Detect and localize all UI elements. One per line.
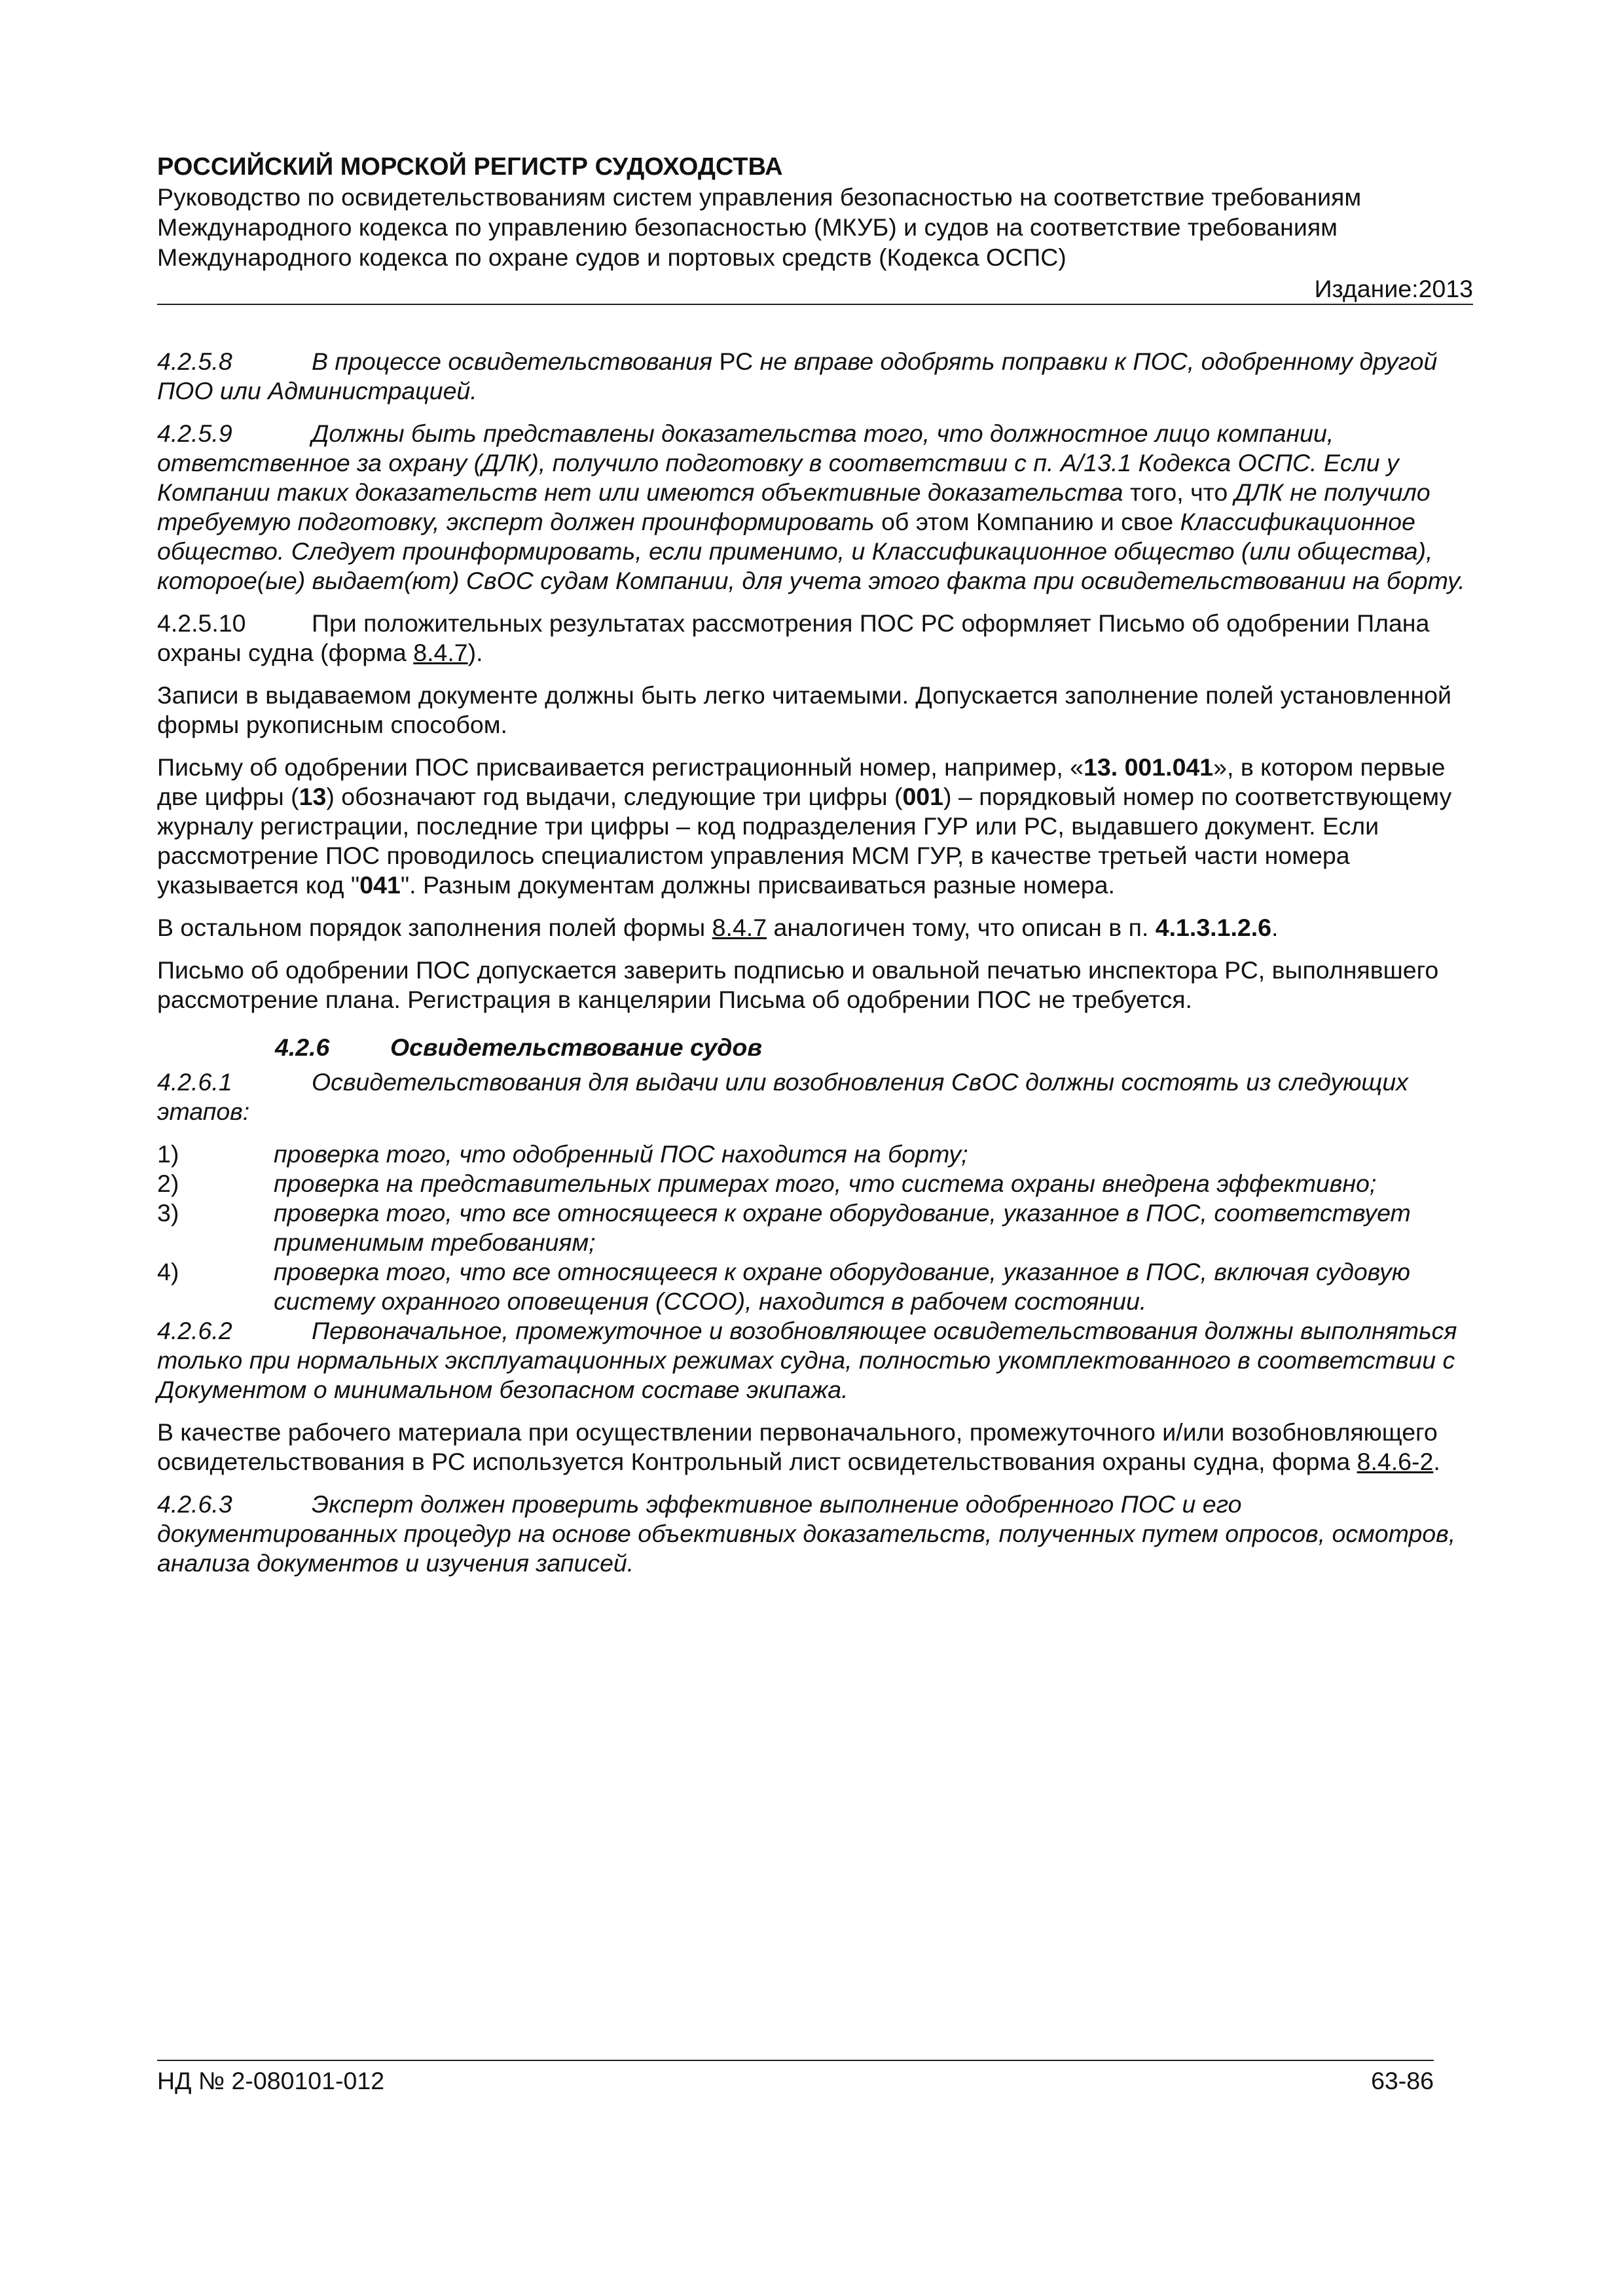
form-link[interactable]: 8.4.7: [413, 639, 468, 666]
paragraph-text: Освидетельствования для выдачи или возобновления СвОС должны состоять из следующих этапов:: [157, 1068, 1408, 1125]
bold-text: 041: [359, 871, 401, 899]
list-item: [157, 1198, 1473, 1257]
paragraph-number: 4.2.6.3: [157, 1490, 232, 1518]
form-link[interactable]: 8.4.6-2: [1357, 1448, 1434, 1475]
document-page: [157, 0, 1473, 2296]
paragraph-4-2-5-8: [157, 347, 1473, 406]
page-content: [157, 347, 1473, 1591]
paragraph-signature: Письмо об одобрении ПОС допускается заверить подписью и овальной печатью инспектора РС, выполнявшего рассмотрение плана. Регистрация в канцелярии Письма об одобрении ПОС не требуется.: [157, 956, 1439, 1013]
form-link[interactable]: 8.4.7: [712, 914, 767, 941]
paragraph-text: Должны быть представлены доказательства того, что должностное лицо компании, ответственное за охрану (ДЛК), получило подготовку в соответствии с п. А/13.1 Кодекса ОСПС. Если у Компании таких доказательств нет или имеются объективные доказательства: [157, 420, 1399, 506]
paragraph-number: 4.2.6.1: [157, 1068, 232, 1096]
paragraph-registration-number: [157, 753, 1473, 900]
section-title: Освидетельствование судов: [390, 1033, 762, 1061]
paragraph-text: не вправе одобрять поправки к ПОС, одобренному другой ПОО или Администрацией.: [157, 348, 1438, 404]
paragraph-text: », в котором первые две цифры (: [157, 753, 1446, 810]
paragraph-4-2-5-10: [157, 609, 1473, 668]
list-item-number: 2): [157, 1170, 179, 1197]
document-number: НД № 2-080101-012: [157, 2067, 385, 2094]
paragraph-4-2-6-1: [157, 1067, 1473, 1126]
paragraph-form-filling: [157, 913, 1473, 942]
paragraph-text: ) – порядковый номер по соответствующему журналу регистрации, последние три цифры – код подразделения ГУР или РС, выдавшего документ. Если рассмотрение ПОС проводилось специалистом управления МСМ ГУР, в качестве третьей части номера указывается код ": [157, 783, 1452, 899]
bold-text: 13. 001.041: [1084, 753, 1214, 781]
paragraph-text: Первоначальное, промежуточное и возобновляющее освидетельствования должны выполняться только при нормальных эксплуатационных режимах судна, полностью укомплектованного в соответствии с Документом о минимальном безопасном составе экипажа.: [157, 1317, 1457, 1403]
paragraph-text: .: [1433, 1448, 1440, 1475]
section-number: 4.2.6: [275, 1033, 330, 1061]
paragraph-text: РС: [719, 348, 754, 375]
list-item-number: 3): [157, 1199, 179, 1227]
paragraph-text: ". Разным документам должны присваиваться разные номера.: [400, 871, 1115, 899]
paragraph-4-2-6-2: [157, 1316, 1473, 1405]
paragraph-text: .: [1271, 914, 1279, 941]
survey-stages-list: [157, 1139, 1473, 1316]
list-item-number: 4): [157, 1258, 179, 1285]
paragraph-text: аналогичен тому, что описан в п.: [767, 914, 1156, 941]
header-divider: [157, 304, 1473, 305]
paragraph-working-material: [157, 1418, 1473, 1477]
paragraph-text: ).: [467, 639, 483, 666]
paragraph-text: Письму об одобрении ПОС присваивается регистрационный номер, например, «: [157, 753, 1084, 781]
edition-label: Издание:2013: [1314, 275, 1473, 302]
page-footer: [157, 2060, 1434, 2096]
paragraph-number: 4.2.5.9: [157, 420, 232, 447]
list-item-text: проверка того, что все относящееся к охране оборудование, указанное в ПОС, соответствует применимым требованиям;: [274, 1199, 1411, 1256]
paragraph-records: Записи в выдаваемом документе должны быть легко читаемыми. Допускается заполнение полей установленной формы рукописным способом.: [157, 681, 1451, 738]
list-item-text: проверка на представительных примерах того, что система охраны внедрена эффективно;: [274, 1170, 1377, 1197]
paragraph-text: ДЛК не получило требуемую подготовку, эксперт должен проинформировать: [157, 478, 1431, 535]
paragraph-text: того, что: [1129, 478, 1228, 506]
list-item: [157, 1257, 1473, 1316]
organization-name: РОССИЙСКИЙ МОРСКОЙ РЕГИСТР СУДОХОДСТВА: [157, 153, 783, 181]
paragraph-text: В качестве рабочего материала при осуществлении первоначального, промежуточного и/или возобновляющего освидетельствования в РС используется Контрольный лист освидетельствования охраны судна, форма: [157, 1418, 1438, 1475]
list-item-text: проверка того, что все относящееся к охране оборудование, указанное в ПОС, включая судовую систему охранного оповещения (ССОО), находится в рабочем состоянии.: [274, 1258, 1410, 1315]
list-item-text: проверка того, что одобренный ПОС находится на борту;: [274, 1140, 968, 1168]
page-number: 63-86: [1371, 2067, 1434, 2094]
paragraph-text: об этом Компанию и свое: [881, 508, 1174, 535]
paragraph-text: Классификационное общество. Следует проинформировать, если применимо, и Классификационное общество (или общества), которое(ые) выдает(ют) СвОС судам Компании, для учета этого факта при освидетельствовании на борту.: [157, 508, 1465, 594]
list-item-number: 1): [157, 1140, 179, 1168]
document-title: Руководство по освидетельствованиям систем управления безопасностью на соответствие требованиям Международного кодекса по управлению безопасностью (МКУБ) и судов на соответствие требованиям Международного кодекса по охране судов и портовых средств (Кодекса ОСПС): [157, 183, 1362, 271]
paragraph-number: 4.2.5.8: [157, 348, 232, 375]
paragraph-text: ) обозначают год выдачи, следующие три цифры (: [326, 783, 903, 810]
bold-text: 13: [299, 783, 327, 810]
section-heading-4-2-6: [275, 1033, 1473, 1062]
list-item: [157, 1139, 1473, 1169]
paragraph-4-2-5-9: [157, 419, 1473, 596]
footer-divider: [157, 2060, 1434, 2061]
paragraph-text: В процессе освидетельствования: [312, 348, 720, 375]
bold-text: 001: [902, 783, 944, 810]
paragraph-text: В остальном порядок заполнения полей формы: [157, 914, 712, 941]
paragraph-number: 4.2.5.10: [157, 609, 246, 637]
list-item: [157, 1169, 1473, 1198]
page-header: [157, 152, 1473, 305]
paragraph-text: При положительных результатах рассмотрения ПОС РС оформляет Письмо об одобрении Плана охраны судна (форма: [157, 609, 1430, 666]
bold-text: 4.1.3.1.2.6: [1155, 914, 1271, 941]
paragraph-text: Эксперт должен проверить эффективное выполнение одобренного ПОС и его документированных процедур на основе объективных доказательств, полученных путем опросов, осмотров, анализа документов и изучения записей.: [157, 1490, 1456, 1577]
paragraph-number: 4.2.6.2: [157, 1317, 232, 1344]
paragraph-4-2-6-3: [157, 1490, 1473, 1578]
